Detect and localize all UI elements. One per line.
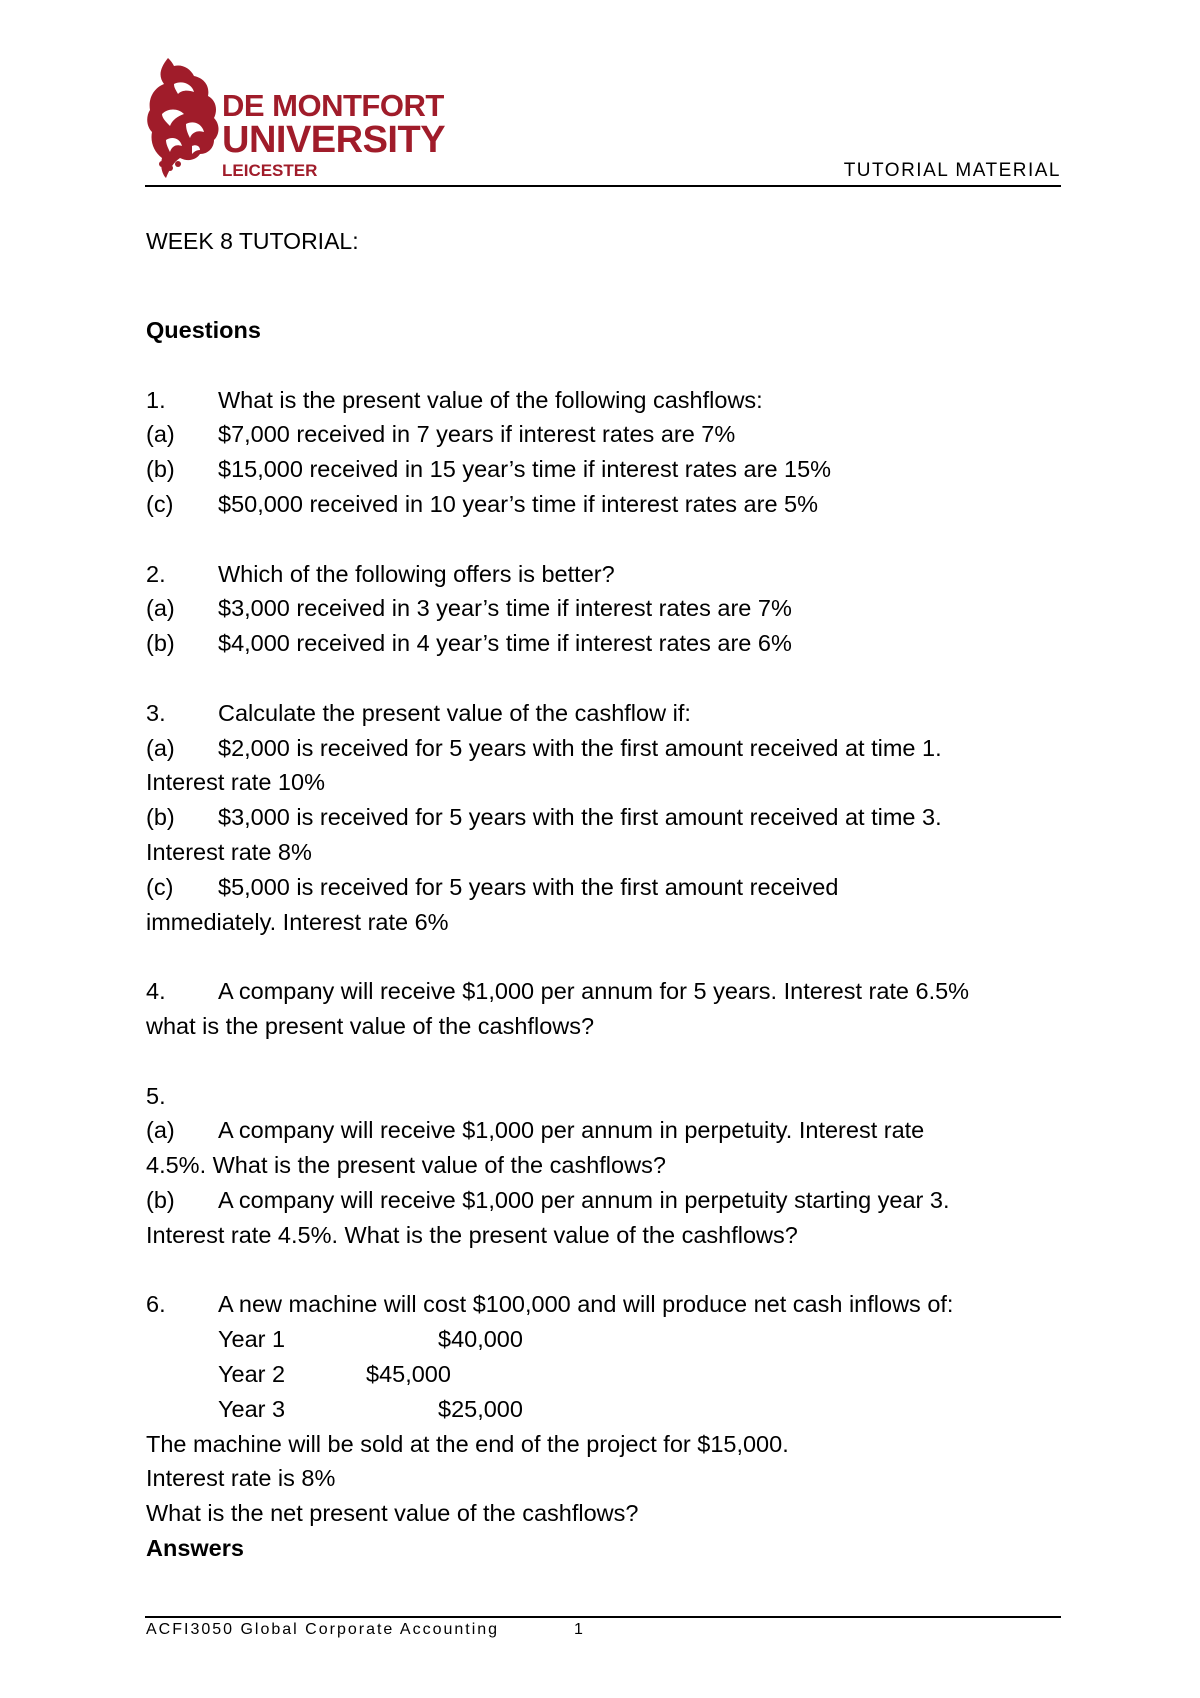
item-text: $7,000 received in 7 years if interest rates are 7%	[218, 421, 736, 448]
page-title: WEEK 8 TUTORIAL:	[146, 228, 359, 254]
logo-wordmark	[222, 90, 445, 179]
question-number: 6.	[146, 1291, 166, 1318]
question-text: What is the present value of the following cashflows:	[218, 386, 763, 413]
question-6	[146, 1287, 1066, 1322]
cashflow-row	[146, 1322, 1066, 1357]
question-3-c	[146, 870, 1066, 905]
cashflow-year: Year 2	[218, 1360, 286, 1387]
question-number: 4.	[146, 978, 166, 1005]
cashflow-amount: $45,000	[366, 1360, 451, 1387]
logo-line-2: UNIVERSITY	[222, 119, 446, 161]
question-4	[146, 974, 1066, 1009]
question-number: 5.	[146, 1082, 166, 1109]
item-text: $3,000 is received for 5 years with the first amount received at time 3.	[218, 804, 942, 831]
item-label: (c)	[146, 873, 174, 900]
question-1-c	[146, 487, 1066, 522]
item-text: $4,000 received in 4 year’s time if interest rates are 6%	[218, 630, 792, 657]
question-2	[146, 557, 1066, 592]
logo-line-1: DE MONTFORT	[222, 88, 444, 123]
item-label: (c)	[146, 490, 174, 517]
question-number: 3.	[146, 699, 166, 726]
question-3-a-cont: Interest rate 10%	[146, 769, 325, 796]
header-label: TUTORIAL MATERIAL	[843, 160, 1061, 181]
question-1-a	[146, 417, 1066, 452]
cashflow-year: Year 1	[218, 1326, 286, 1353]
question-3-c-cont: immediately. Interest rate 6%	[146, 908, 449, 935]
item-text: A company will receive $1,000 per annum in perpetuity starting year 3.	[218, 1186, 950, 1213]
question-5	[146, 1079, 1066, 1114]
footer-divider	[145, 1616, 1061, 1618]
lion-crest-icon	[144, 54, 224, 180]
document-body	[146, 313, 1066, 1566]
question-5-a	[146, 1113, 1066, 1148]
question-text: Calculate the present value of the cashflow if:	[218, 699, 691, 726]
question-5-b	[146, 1183, 1066, 1218]
item-label: (b)	[146, 456, 175, 483]
question-3	[146, 696, 1066, 731]
question-1-b	[146, 452, 1066, 487]
footer-course: ACFI3050 Global Corporate Accounting	[146, 1621, 500, 1638]
question-2-b	[146, 626, 1066, 661]
question-text: Which of the following offers is better?	[218, 560, 615, 587]
question-number: 2.	[146, 560, 166, 587]
page-number: 1	[574, 1621, 583, 1638]
item-label: (a)	[146, 595, 175, 622]
question-6-line-3: What is the net present value of the cashflows?	[146, 1500, 639, 1527]
item-text: $15,000 received in 15 year’s time if interest rates are 15%	[218, 456, 832, 483]
question-number: 1.	[146, 386, 166, 413]
cashflow-row	[146, 1357, 1066, 1392]
cashflow-amount: $25,000	[438, 1395, 523, 1422]
item-text: $3,000 received in 3 year’s time if interest rates are 7%	[218, 595, 792, 622]
question-3-a	[146, 731, 1066, 766]
cashflow-year: Year 3	[218, 1395, 286, 1422]
item-text: $5,000 is received for 5 years with the first amount received	[218, 873, 839, 900]
item-label: (b)	[146, 804, 175, 831]
logo-line-3: LEICESTER	[222, 161, 318, 180]
question-6-line-2: Interest rate is 8%	[146, 1465, 336, 1492]
question-3-b-cont: Interest rate 8%	[146, 838, 312, 865]
item-text: A company will receive $1,000 per annum in perpetuity. Interest rate	[218, 1117, 925, 1144]
item-text: $2,000 is received for 5 years with the first amount received at time 1.	[218, 734, 942, 761]
question-5-b-cont: Interest rate 4.5%. What is the present value of the cashflows?	[146, 1221, 798, 1248]
item-label: (b)	[146, 630, 175, 657]
question-1	[146, 383, 1066, 418]
item-label: (a)	[146, 1117, 175, 1144]
cashflow-amount: $40,000	[438, 1326, 523, 1353]
item-label: (a)	[146, 734, 175, 761]
item-label: (a)	[146, 421, 175, 448]
item-label: (b)	[146, 1186, 175, 1213]
question-text: A new machine will cost $100,000 and will produce net cash inflows of:	[218, 1291, 954, 1318]
questions-heading: Questions	[146, 317, 261, 343]
question-6-line-1: The machine will be sold at the end of the project for $15,000.	[146, 1430, 789, 1457]
question-text: A company will receive $1,000 per annum for 5 years. Interest rate 6.5%	[218, 978, 970, 1005]
question-2-a	[146, 591, 1066, 626]
university-logo	[144, 54, 444, 184]
cashflow-row	[146, 1392, 1066, 1427]
question-5-a-cont: 4.5%. What is the present value of the cashflows?	[146, 1152, 666, 1179]
answers-heading: Answers	[146, 1534, 244, 1561]
question-3-b	[146, 800, 1066, 835]
header-divider	[145, 185, 1061, 187]
question-4-cont: what is the present value of the cashflows?	[146, 1012, 595, 1039]
item-text: $50,000 received in 10 year’s time if interest rates are 5%	[218, 490, 819, 517]
